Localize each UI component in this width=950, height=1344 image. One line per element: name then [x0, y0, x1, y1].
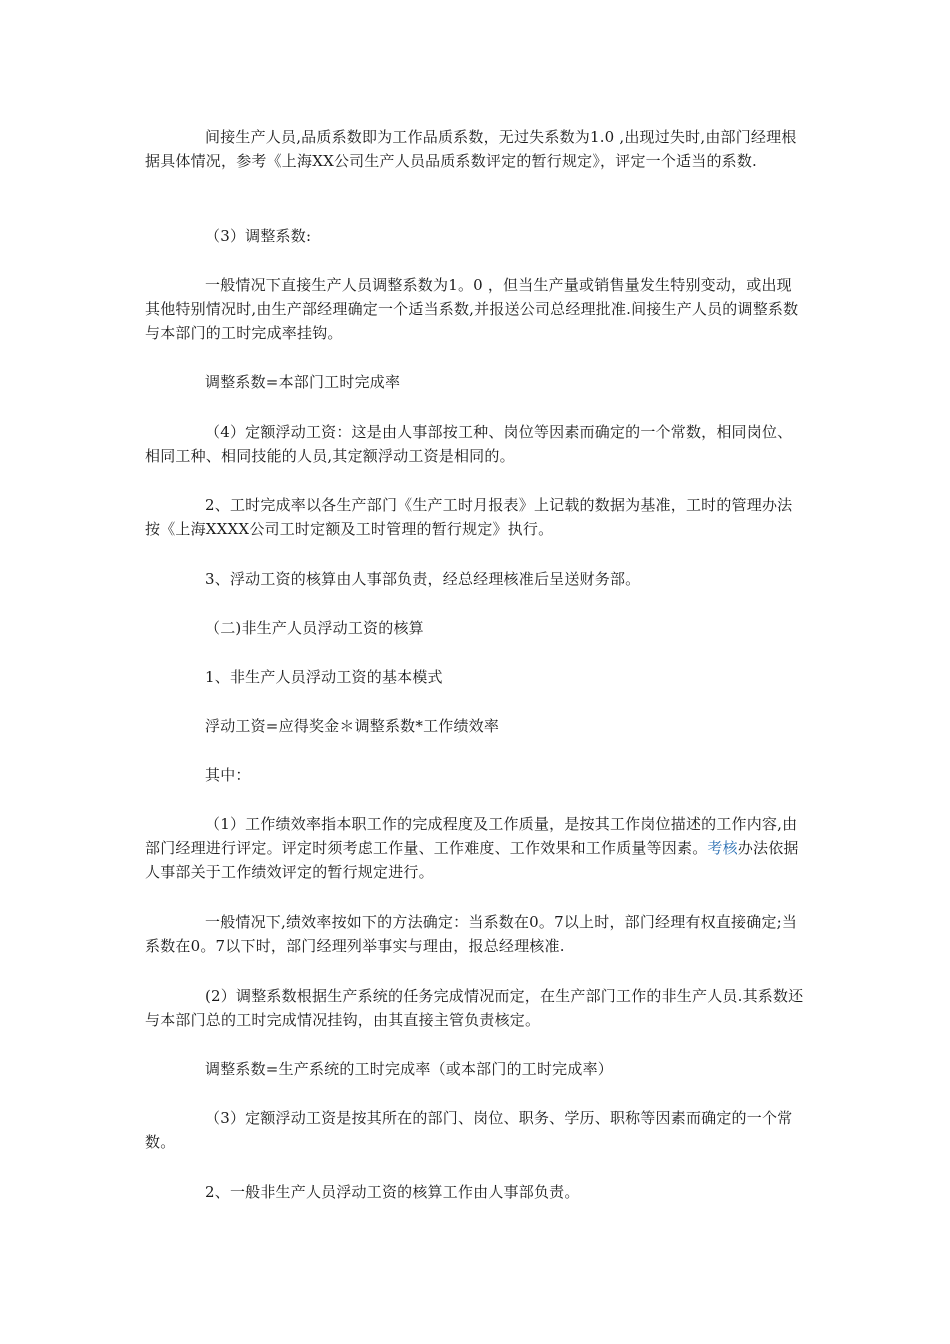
- formula-adjustment-coefficient: 调整系数=本部门工时完成率: [205, 373, 401, 391]
- assessment-link[interactable]: 考核: [707, 839, 738, 857]
- paragraph-adjustment-coefficient-non-production: (2）调整系数根据生产系统的任务完成情况而定，在生产部门工作的非生产人员.其系数还与本部门总的工时完成情况挂钩，由其直接主管负责核定。: [145, 987, 804, 1029]
- paragraph-quota-floating-wage-non-production: （3）定额浮动工资是按其所在的部门、岗位、职务、学历、职称等因素而确定的一个常数。: [145, 1109, 793, 1151]
- paragraph-quota-floating-wage: （4）定额浮动工资：这是由人事部按工种、岗位等因素而确定的一个常数，相同岗位、相同工种、相同技能的人员,其定额浮动工资是相同的。: [145, 423, 793, 465]
- heading-non-production-floating-wage: （二)非生产人员浮动工资的核算: [205, 619, 424, 637]
- paragraph-accounting-responsibility: 2、一般非生产人员浮动工资的核算工作由人事部负责。: [205, 1183, 580, 1201]
- heading-adjustment-coefficient: （3）调整系数:: [205, 227, 312, 245]
- paragraph-floating-wage-accounting: 3、浮动工资的核算由人事部负责，经总经理核准后呈送财务部。: [205, 570, 641, 588]
- paragraph-adjustment-coefficient: 一般情况下直接生产人员调整系数为1。0 ，但当生产量或销售量发生特别变动，或出现其他特别情况时,由生产部经理确定一个适当系数,并报送公司总经理批准.间接生产人员的调整系数与本部门的工时完成率挂钩。: [145, 276, 799, 342]
- paragraph-work-performance-rate-tail: 办法依据人事部关于工作绩效评定的暂行规定进行。: [145, 839, 799, 881]
- label-among-which: 其中：: [205, 766, 251, 784]
- paragraph-quality-coefficient: 间接生产人员,品质系数即为工作品质系数，无过失系数为1.0 ,出现过失时,由部门经理根据具体情况，参考《上海XX公司生产人员品质系数评定的暂行规定》，评定一个适当的系数.: [145, 128, 797, 170]
- paragraph-work-performance-rate: [145, 812, 805, 884]
- formula-floating-wage: 浮动工资=应得奖金＊调整系数*工作绩效率: [205, 717, 500, 735]
- paragraph-performance-rate-determination: 一般情况下,绩效率按如下的方法确定：当系数在0。7以上时，部门经理有权直接确定;当系数在0。7以下时，部门经理列举事实与理由，报总经理核准.: [145, 913, 798, 955]
- heading-basic-model: 1、非生产人员浮动工资的基本模式: [205, 668, 443, 686]
- paragraph-work-performance-rate-text: （1）工作绩效率指本职工作的完成程度及工作质量，是按其工作岗位描述的工作内容,由部门经理进行评定。评定时须考虑工作量、工作难度、工作效果和工作质量等因素。: [145, 815, 798, 857]
- paragraph-work-hour-completion: 2、工时完成率以各生产部门《生产工时月报表》上记载的数据为基准，工时的管理办法按《上海XXXX公司工时定额及工时管理的暂行规定》执行。: [145, 496, 793, 538]
- formula-adjustment-coefficient-production: 调整系数=生产系统的工时完成率（或本部门的工时完成率）: [205, 1060, 613, 1078]
